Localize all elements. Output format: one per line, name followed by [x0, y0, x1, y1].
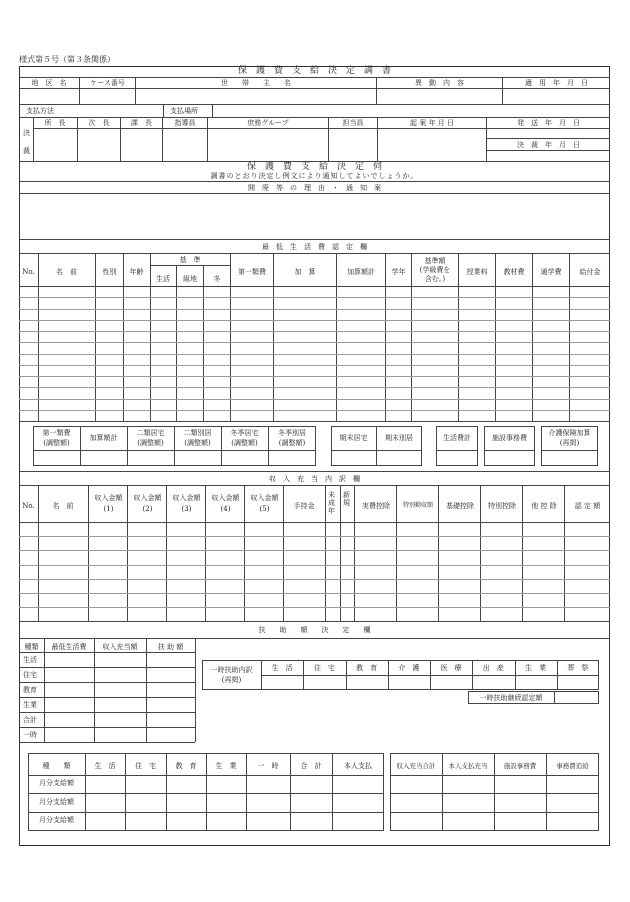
role-deputy: 次 長	[88, 119, 110, 127]
summary-box-label: 期末別居	[385, 434, 413, 442]
ml-std-living: 生活	[156, 275, 170, 283]
rule-line	[390, 775, 599, 776]
income-amount-number: (3)	[181, 505, 192, 513]
rule-line	[396, 485, 397, 621]
monthly-col-header: 本人支払	[344, 762, 372, 770]
assist-header: 種類	[24, 643, 39, 651]
monthly-right-header: 事務費追給	[556, 762, 589, 770]
rule-line	[273, 253, 274, 421]
rule-line	[494, 753, 495, 831]
assist-row-label: 合計	[23, 716, 37, 724]
income-amount-number: (1)	[103, 505, 114, 513]
rule-line	[246, 753, 247, 831]
rule-line	[328, 117, 329, 161]
rule-line	[283, 485, 284, 621]
role-decision-date: 決 裁 年 月 日	[517, 141, 580, 149]
district-label: 地 区 名	[31, 79, 67, 87]
summary-box-label: 冬季居宅	[230, 429, 259, 437]
monthly-row-label: 月分支給額	[39, 779, 74, 787]
rule-line	[480, 485, 481, 621]
role-general-affairs: 庶務グループ	[247, 119, 289, 127]
rule-line	[325, 485, 326, 621]
rule-line	[19, 239, 610, 240]
monthly-row-label: 月分支給額	[39, 816, 74, 824]
rule-line	[390, 812, 599, 813]
rule-line	[332, 753, 333, 831]
ml-name: 名 前	[56, 268, 77, 276]
rule-line	[290, 753, 291, 831]
rule-line	[19, 88, 610, 89]
rule-line	[564, 485, 565, 621]
rule-line	[19, 667, 195, 668]
summary-box-label: 第一類費	[42, 429, 71, 437]
rule-line	[85, 753, 86, 831]
role-instructor: 指導員	[174, 119, 196, 127]
payment-method-label: 支払方法	[26, 107, 54, 115]
rule-line	[166, 753, 167, 831]
ml-std-grade: 級地	[183, 275, 197, 283]
rule-line	[19, 77, 610, 78]
summary-box-label: 加算額計	[89, 434, 118, 442]
inc-basic: 基礎控除	[446, 502, 474, 510]
rule-line	[19, 682, 195, 683]
doc-title: 保 護 費 支 給 決 定 調 書	[237, 66, 391, 76]
inc-actual: 実費控除	[362, 502, 390, 510]
rule-line	[261, 675, 599, 676]
payment-place-label: 支払場所	[170, 107, 198, 115]
rule-line	[336, 253, 337, 421]
temp-item-label: 介 護	[398, 664, 420, 672]
rule-line	[495, 253, 496, 421]
rule-line	[28, 775, 384, 776]
summary-box-label: (調整額)	[137, 439, 164, 447]
role-caseworker: 担当員	[342, 119, 364, 127]
monthly-col-header: 一 時	[257, 762, 279, 770]
rule-line	[162, 117, 163, 161]
monthly-right-header: 本人支払充当	[448, 762, 488, 770]
rule-line	[135, 77, 136, 104]
summary-box-label: (調整額)	[184, 439, 211, 447]
rule-line	[80, 426, 81, 466]
rule-line	[19, 309, 610, 310]
rule-line	[569, 253, 570, 421]
rule-line	[546, 753, 547, 831]
rule-line	[340, 485, 341, 621]
inc-other: 他 控 除	[531, 502, 557, 510]
income-amount-number: (2)	[142, 505, 153, 513]
rule-line	[486, 150, 610, 151]
rule-line	[125, 753, 126, 831]
rule-line	[207, 117, 208, 161]
rule-line	[19, 253, 610, 254]
rule-line	[19, 550, 610, 551]
rule-line	[502, 77, 503, 104]
temp-item-label: 生 業	[525, 664, 547, 672]
rule-line	[19, 607, 610, 608]
rule-line	[376, 426, 377, 466]
rule-line	[19, 742, 195, 743]
rule-line	[390, 793, 599, 794]
assist-row-label: 教育	[23, 686, 37, 694]
monthly-row-label: 月分支給額	[39, 797, 74, 806]
summary-box-label: 生活費計	[443, 434, 471, 442]
ml-no: No.	[22, 268, 35, 276]
rule-line	[19, 579, 610, 580]
income-amount-header: 収入金額	[172, 494, 201, 502]
summary-box-label: 二類居宅	[136, 429, 165, 437]
summary-box-group	[484, 426, 535, 466]
rule-line	[95, 253, 96, 421]
rule-line	[442, 753, 443, 831]
rule-line	[19, 354, 610, 355]
income-amount-header: 収入金額	[94, 494, 123, 502]
rule-line	[438, 485, 439, 621]
rule-line	[19, 565, 610, 566]
ml-add-total: 加算額計	[347, 268, 375, 276]
temp-item-label: 生 活	[271, 664, 293, 672]
summary-box-label: (再掲)	[559, 439, 580, 447]
ml-type1: 第一類費	[238, 268, 266, 276]
rule-line	[28, 793, 384, 794]
rule-line	[436, 450, 478, 451]
rule-line	[532, 253, 533, 421]
apply-date-label: 適 用 年 月 日	[525, 79, 588, 87]
ml-materials: 教材費	[503, 268, 525, 276]
temp-label-1: 一時扶助内訳	[210, 666, 253, 674]
monthly-col-header: 合 計	[300, 762, 322, 770]
monthly-col-header: 生 活	[94, 762, 116, 770]
ml-grade: 学年	[391, 268, 406, 276]
rule-line	[28, 812, 384, 813]
inc-holding: 手持金	[293, 502, 315, 510]
temp-item-label: 住 宅	[313, 664, 335, 672]
ml-std-amount2: (学級費を	[419, 266, 451, 274]
rule-line	[150, 253, 151, 421]
temp-label-2: (再掲)	[221, 676, 242, 684]
min-living-title: 最 低 生 活 費 認 定 欄	[262, 243, 367, 251]
rule-line	[486, 117, 487, 161]
assist-header: 扶 助 額	[157, 643, 184, 651]
inc-name: 名 前	[52, 502, 74, 510]
rule-line	[19, 331, 610, 332]
summary-box-label: 介護保険加算	[548, 429, 591, 437]
rule-line	[150, 265, 230, 266]
summary-box-label: 冬季別居	[278, 429, 306, 437]
assist-row-label: 住宅	[23, 671, 37, 679]
rule-line	[19, 621, 610, 622]
rule-line	[19, 320, 610, 321]
rule-line	[38, 485, 39, 621]
reason-title: 開 廃 等 の 理 由 ・ 通 知 案	[248, 184, 381, 192]
rule-line	[19, 712, 195, 713]
rule-line	[484, 450, 535, 451]
temp-item-label: 出 産	[482, 664, 504, 672]
rule-line	[19, 117, 610, 118]
rule-line	[19, 376, 610, 377]
rule-line	[19, 727, 195, 728]
temp-item-label: 医 療	[440, 664, 462, 672]
summary-box-label: 施設事務費	[492, 434, 527, 442]
monthly-right-header: 施設事務費	[503, 762, 537, 770]
ml-std-amount: 基準額	[424, 257, 446, 265]
assist-row-label: 一時	[23, 731, 37, 739]
rule-line	[19, 399, 610, 400]
rule-line	[205, 485, 206, 621]
approval-label-1: 決	[23, 129, 30, 137]
monthly-right-header: 収入充当合計	[396, 762, 436, 770]
rule-line	[458, 253, 459, 421]
rule-line	[19, 387, 610, 388]
continuation-label: 一時扶助継続認定額	[479, 694, 543, 702]
approval-label-2: 裁	[23, 147, 30, 155]
rule-line	[354, 485, 355, 621]
rule-line	[123, 253, 124, 421]
monthly-kind-header: 種 類	[42, 762, 71, 770]
rule-line	[541, 450, 598, 451]
rule-line	[19, 536, 610, 537]
rule-line	[19, 471, 610, 472]
rule-line	[19, 342, 610, 343]
assist-row-label: 生活	[23, 656, 37, 664]
summary-box-label: 期末居宅	[339, 434, 368, 442]
rule-line	[554, 691, 555, 704]
rule-line	[19, 652, 195, 653]
inc-no: No.	[22, 502, 35, 510]
rule-line	[38, 253, 39, 421]
role-director: 所 長	[44, 119, 66, 127]
summary-box-label: (調整額)	[231, 439, 258, 447]
ml-age: 年齢	[129, 268, 144, 276]
role-send-date: 発 送 年 月 日	[517, 119, 580, 127]
summary-box-label: (調整額)	[278, 439, 306, 447]
rule-line	[19, 410, 610, 411]
temp-item-label: 教 育	[356, 664, 378, 672]
rule-line	[79, 77, 80, 104]
rule-line	[77, 117, 78, 161]
rule-line	[163, 104, 164, 117]
inc-special-labor: 特別勤収額	[402, 502, 433, 509]
income-amount-header: 収入金額	[133, 494, 162, 502]
ml-tuition: 授業料	[466, 268, 488, 276]
rule-line	[230, 253, 231, 421]
case-no-label: ケース番号	[90, 79, 125, 87]
income-title: 収 入 充 当 内 訳 欄	[269, 475, 360, 483]
rule-line	[244, 485, 245, 621]
assist-header: 最低生活費	[51, 643, 87, 651]
rule-line	[522, 485, 523, 621]
inc-minor: 未成年	[328, 491, 335, 515]
rule-line	[19, 697, 195, 698]
temp-item-label: 葬 祭	[567, 664, 589, 672]
income-amount-header: 収入金額	[211, 494, 240, 502]
ml-addition: 加 算	[294, 268, 316, 276]
rule-line	[127, 485, 128, 621]
change-label: 異 動 内 容	[415, 79, 464, 87]
rule-line	[385, 253, 386, 421]
income-amount-number: (5)	[259, 505, 270, 513]
assist-row-label: 生業	[23, 701, 37, 709]
rule-line	[19, 638, 610, 639]
summary-box-group	[436, 426, 478, 466]
ml-supply: 給付金	[579, 268, 601, 276]
rule-line	[411, 253, 412, 421]
summary-box-label: (調整額)	[43, 439, 70, 447]
monthly-col-header: 教 育	[175, 762, 197, 770]
rule-line	[19, 593, 610, 594]
assist-title: 扶 助 額 決 定 欄	[258, 626, 371, 634]
ml-std-amount3: 含む。)	[424, 275, 446, 283]
income-amount-number: (4)	[220, 505, 231, 513]
summary-box-label: 二類別居	[183, 429, 212, 437]
rule-line	[19, 365, 610, 366]
form-label: 様式第５号（第３条関係）	[19, 55, 115, 64]
rule-line	[212, 104, 213, 117]
rule-line	[19, 286, 610, 287]
ml-standard: 基 準	[179, 256, 201, 264]
rule-line	[120, 117, 121, 161]
monthly-col-header: 住 宅	[135, 762, 156, 770]
rule-line	[377, 117, 378, 161]
rule-line	[166, 485, 167, 621]
ml-commute: 通学費	[540, 268, 562, 276]
rule-line	[206, 753, 207, 831]
inquiry-title: 保 護 費 支 給 決 定 伺	[246, 162, 382, 172]
inc-approved: 認 定 額	[574, 502, 601, 510]
rule-line	[19, 421, 610, 422]
income-amount-header: 収入金額	[250, 494, 279, 502]
inc-special: 特別控除	[488, 502, 516, 510]
monthly-col-header: 生 業	[215, 762, 237, 770]
rule-line	[19, 181, 610, 182]
rule-line	[195, 638, 196, 742]
ml-sex: 性別	[102, 268, 117, 276]
assist-header: 収入充当額	[102, 643, 138, 651]
inquiry-text: 調書のとおり決定し例文により通知してよいでしょうか。	[210, 172, 419, 180]
ml-std-winter: 冬	[213, 275, 221, 283]
rule-line	[19, 104, 610, 105]
role-section-chief: 課 長	[131, 119, 152, 127]
rule-line	[486, 138, 610, 139]
rule-line	[19, 297, 610, 298]
role-draft-date: 起 案 年 月 日	[410, 119, 454, 127]
rule-line	[88, 485, 89, 621]
inc-new: 新規	[343, 491, 350, 507]
rule-line	[19, 193, 610, 194]
rule-line	[376, 77, 377, 104]
householder-label: 世 帯 主 名	[221, 79, 291, 87]
